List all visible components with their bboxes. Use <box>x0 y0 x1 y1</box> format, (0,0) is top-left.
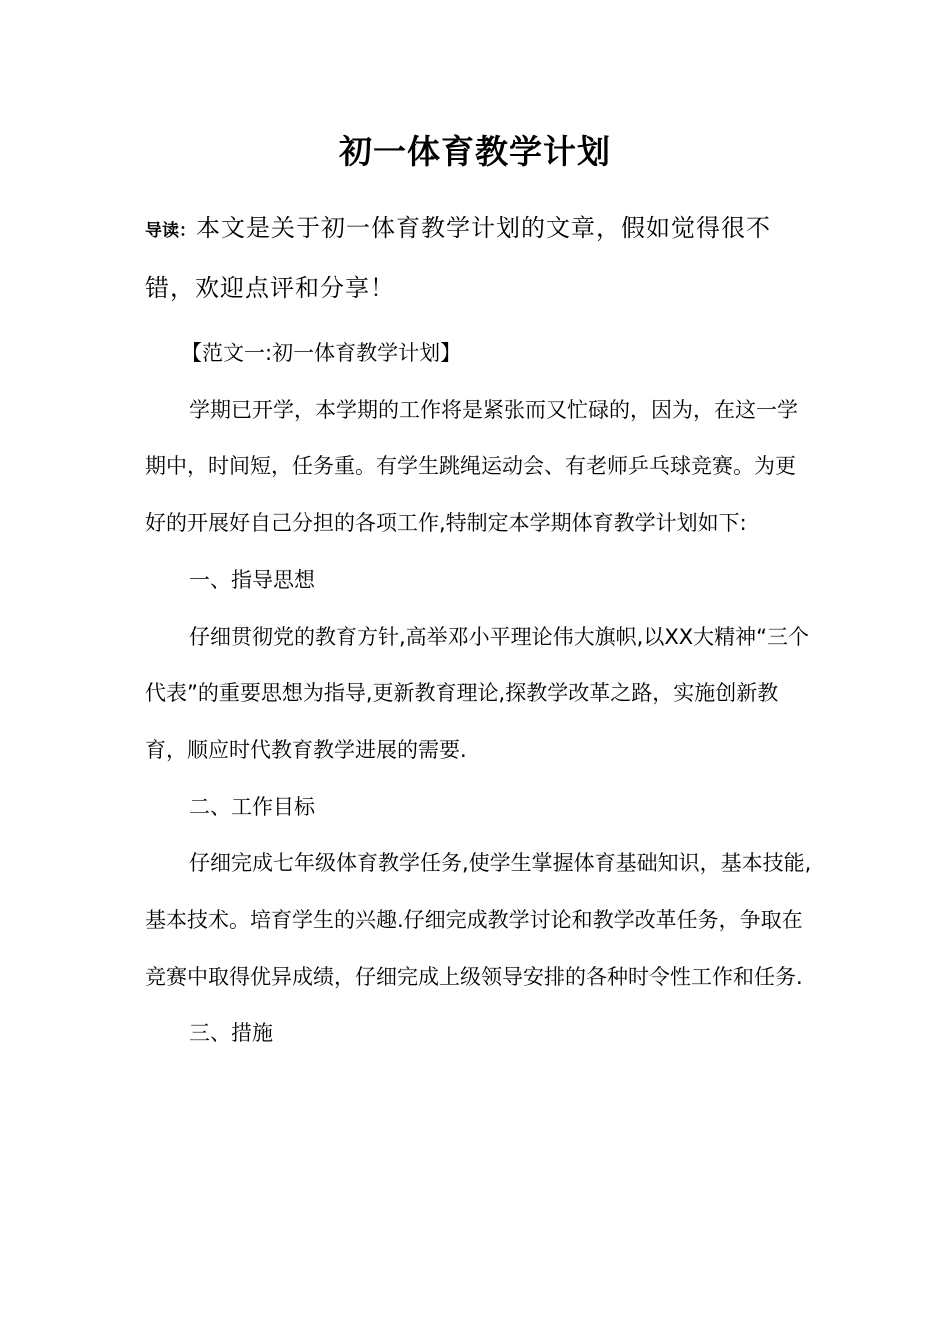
intro-paragraph <box>145 200 815 317</box>
body-paragraph: 仔细贯彻党的教育方针,高举邓小平理论伟大旗帜,以XX大精神“三个代表”的重要思想为指导,更新教育理论,探教学改革之路，实施创新教育，顺应时代教育教学进展的需要. <box>145 624 809 762</box>
section-heading-measures: 三、措施 <box>189 1021 273 1046</box>
section-heading-guiding-ideology: 一、指导思想 <box>189 567 315 592</box>
body-paragraph: 仔细完成七年级体育教学任务,使学生掌握体育基础知识，基本技能,基本技术。培育学生的兴趣.仔细完成教学讨论和教学改革任务，争取在竞赛中取得优异成绩，仔细完成上级领导安排的各种时令性工作和任务. <box>145 851 812 989</box>
document-title: 初一体育教学计划 <box>339 132 611 171</box>
body-paragraph: 学期已开学，本学期的工作将是紧张而又忙碌的，因为，在这一学期中，时间短，任务重。有学生跳绳运动会、有老师乒乓球竞赛。为更好的开展好自己分担的各项工作,特制定本学期体育教学计划如下: <box>145 397 798 536</box>
section-heading-work-goals: 二、工作目标 <box>189 794 315 819</box>
intro-label: 导读： <box>145 221 196 241</box>
document-body <box>145 325 815 1062</box>
intro-text: 本文是关于初一体育教学计划的文章，假如觉得很不错，欢迎点评和分享！ <box>145 214 771 302</box>
example-heading: 【范文一:初一体育教学计划】 <box>181 341 462 365</box>
